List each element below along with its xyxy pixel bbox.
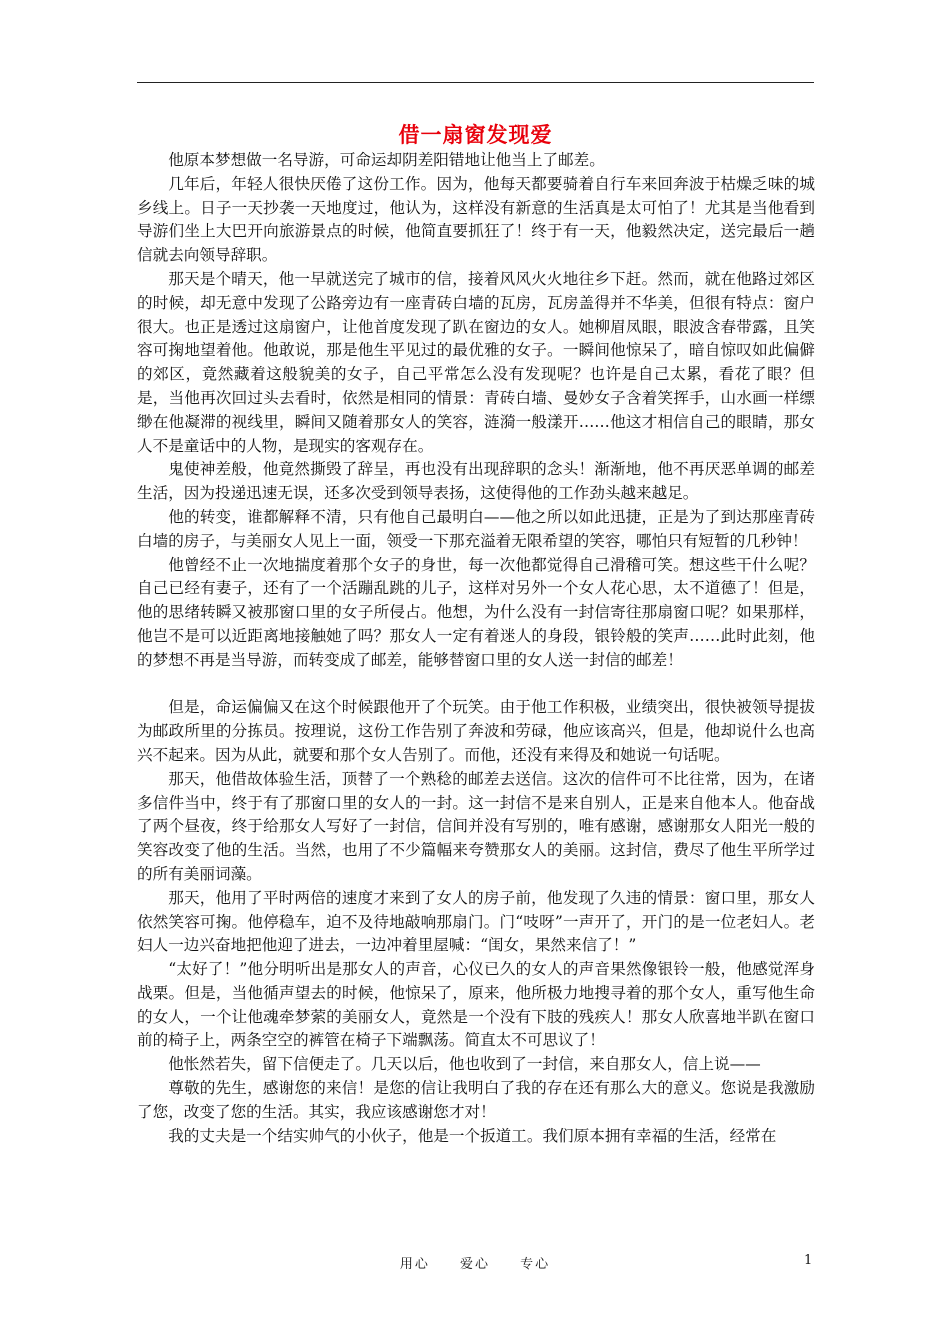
paragraph-6: 他曾经不止一次地揣度着那个女子的身世，每一次他都觉得自己滑稽可笑。想这些干什么呢？自己已经有妻子，还有了一个活蹦乱跳的儿子，这样对另外一个女人花心思，太不道德了！但是，他的思绪转瞬又被那窗口里的女子所侵占。他想，为什么没有一封信寄往那扇窗口呢？如果那样，他岂不是可以近距离地接触她了吗？那女人一定有着迷人的身段，银铃般的笑声……此时此刻，他的梦想不再是当导游，而转变成了邮差，能够替窗口里的女人送一封信的邮差！ bbox=[137, 555, 815, 669]
paragraph-8: 那天，他借故体验生活，顶替了一个熟稔的邮差去送信。这次的信件可不比往常，因为，在诸多信件当中，终于有了那窗口里的女人的一封。这一封信不是来自别人，正是来自他本人。他奋战了两个昼夜，终于给那女人写好了一封信，信间并没有写别的，唯有感谢，感谢那女人阳光一般的笑容改变了他的生活。当然，也用了不少篇幅来夸赞那女人的美丽。这封信，费尽了他生平所学过的所有美丽词藻。 bbox=[137, 769, 815, 883]
paragraph-9: 那天，他用了平时两倍的速度才来到了女人的房子前，他发现了久违的情景：窗口里，那女人依然笑容可掬。他停稳车，迫不及待地敲响那扇门。门“吱呀”一声开了，开门的是一位老妇人。老妇人一边兴奋地把他迎了进去，一边冲着里屋喊：“闺女，果然来信了！” bbox=[137, 888, 815, 955]
footer-word-3: 专心 bbox=[520, 1257, 551, 1272]
paragraph-3: 那天是个晴天，他一早就送完了城市的信，接着风风火火地往乡下赶。然而，就在他路过郊区的时候，却无意中发现了公路旁边有一座青砖白墙的瓦房，瓦房盖得并不华美，但很有特点：窗户很大。也正是透过这扇窗户，让他首度发现了趴在窗边的女人。她柳眉凤眼，眼波含春带露，且笑容可掬地望着他。他敢说，那是他生平见过的最优雅的女子。一瞬间他惊呆了，暗自惊叹如此偏僻的郊区，竟然藏着这般貌美的女子，自己平常怎么没有发现呢？也许是自己太累，看花了眼？但是，当他再次回过头去看时，依然是相同的情景：青砖白墙、曼妙女子含着笑挥手，山水画一样缥缈在他凝滞的视线里，瞬间又随着那女人的笑容，涟漪一般漾开……他这才相信自己的眼睛，那女人不是童话中的人物，是现实的客观存在。 bbox=[137, 269, 815, 455]
paragraph-11: 他怅然若失，留下信便走了。几天以后，他也收到了一封信，来自那女人，信上说—— bbox=[168, 1055, 761, 1074]
paragraph-spacer bbox=[137, 673, 815, 697]
page-number: 1 bbox=[804, 1253, 813, 1268]
paragraph-5: 他的转变，谁都解释不清，只有他自己最明白——他之所以如此迅捷，正是为了到达那座青砖白墙的房子，与美丽女人见上一面，领受一下那充溢着无限希望的笑容，哪怕只有短暂的几秒钟！ bbox=[137, 507, 815, 550]
paragraph-13: 我的丈夫是一个结实帅气的小伙子，他是一个扳道工。我们原本拥有幸福的生活，经常在 bbox=[168, 1126, 777, 1145]
paragraph-7: 但是，命运偏偏又在这个时候跟他开了个玩笑。由于他工作积极，业绩突出，很快被领导提拔为邮政所里的分拣员。按理说，这份工作告别了奔波和劳碌，他应该高兴，但是，他却说什么也高兴不起来。因为从此，就要和那个女人告别了。而他，还没有来得及和她说一句话呢。 bbox=[137, 698, 815, 764]
paragraph-4: 鬼使神差般，他竟然撕毁了辞呈，再也没有出现辞职的念头！渐渐地，他不再厌恶单调的邮差生活，因为投递迅速无误，还多次受到领导表扬，这使得他的工作劲头越来越足。 bbox=[137, 460, 815, 503]
article-body bbox=[137, 149, 815, 1148]
page-footer bbox=[300, 1253, 650, 1272]
footer-word-2: 爱心 bbox=[459, 1257, 490, 1272]
paragraph-2: 几年后，年轻人很快厌倦了这份工作。因为，他每天都要骑着自行车来回奔波于枯燥乏味的城乡线上。日子一天抄袭一天地度过，他认为，这样没有新意的生活真是太可怕了！尤其是当他看到导游们坐上大巴开向旅游景点的时候，他简直要抓狂了！终于有一天，他毅然决定，送完最后一趟信就去向领导辞职。 bbox=[137, 174, 815, 265]
paragraph-10: “太好了！”他分明听出是那女人的声音，心仪已久的女人的声音果然像银铃一般，他感觉浑身战栗。但是，当他循声望去的时候，他惊呆了，原来，他所极力地搜寻着的那个女人，重写他生命的女人，一个让他魂牵梦萦的美丽女人，竟然是一个没有下肢的残疾人！那女人欣喜地半趴在窗口前的椅子上，两条空空的裤管在椅子下端飘荡。简直太不可思议了！ bbox=[137, 960, 815, 1050]
article-title: 借一扇窗发现爱 bbox=[398, 122, 553, 147]
footer-word-1: 用心 bbox=[399, 1257, 430, 1272]
header-rule bbox=[137, 82, 814, 83]
paragraph-1: 他原本梦想做一名导游，可命运却阴差阳错地让他当上了邮差。 bbox=[168, 151, 605, 169]
paragraph-12: 尊敬的先生，感谢您的来信！是您的信让我明白了我的存在还有那么大的意义。您说是我激励了您，改变了您的生活。其实，我应该感谢您才对！ bbox=[137, 1079, 815, 1121]
